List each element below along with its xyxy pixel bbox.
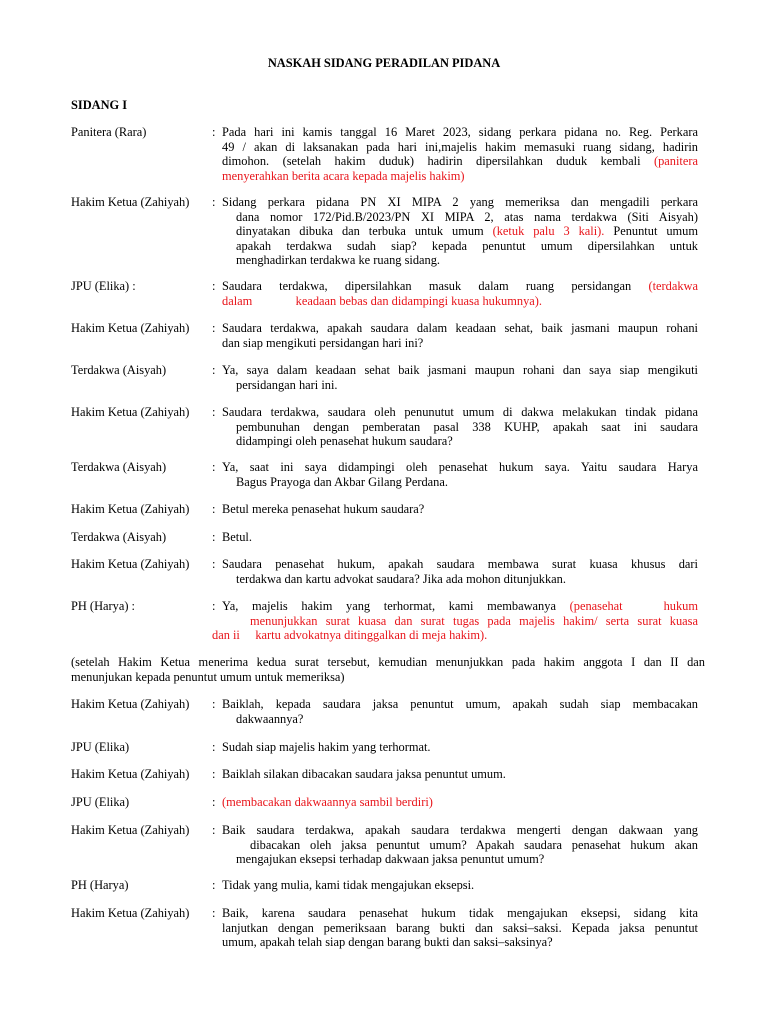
dialogue-line-text: Betul mereka penasehat hukum saudara? (222, 502, 425, 516)
speaker-colon: : (212, 740, 216, 754)
dialogue-line-text: Ya, saya dalam keadaan sehat baik jasmani maupun rohani dan saya siap mengikuti (222, 363, 698, 377)
dialogue-line (222, 169, 698, 184)
speaker-name: PH (Harya) (71, 878, 129, 892)
dialogue-line-text: Ya, majelis hakim yang terhormat, kami membawanya (222, 599, 556, 613)
dialogue-text (222, 460, 698, 489)
dialogue-line (212, 628, 698, 643)
dialogue-line-text: persidangan hari ini. (236, 377, 338, 392)
stage-direction: (ketuk palu 3 kali). (492, 224, 605, 239)
dialogue-text (222, 697, 698, 726)
dialogue-text (222, 557, 698, 586)
speaker-colon: : (212, 878, 216, 892)
dialogue-text (222, 279, 698, 308)
speaker-name: Hakim Ketua (Zahiyah) (71, 823, 190, 837)
dialogue-text (222, 823, 698, 867)
document-title: NASKAH SIDANG PERADILAN PIDANA (267, 56, 501, 70)
dialogue-line-text: dan siap mengikuti persidangan hari ini? (222, 335, 424, 350)
dialogue-line (222, 740, 698, 755)
dialogue-line (222, 140, 698, 155)
dialogue-line-text: Penuntut umum (613, 224, 698, 239)
speaker-name: Terdakwa (Aisyah) (71, 530, 167, 544)
dialogue-line (222, 599, 698, 614)
stage-direction: menyerahkan berita acara kepada majelis hakim) (222, 168, 465, 183)
dialogue-line (222, 697, 698, 712)
stage-direction: (panitera (653, 154, 698, 169)
speaker-name: JPU (Elika) : (71, 279, 136, 293)
dialogue-text (222, 767, 698, 782)
dialogue-text (222, 125, 698, 183)
dialogue-line (222, 935, 698, 950)
dialogue-line (222, 530, 698, 545)
dialogue-line (222, 852, 698, 867)
stage-direction: dan ii kartu advokatnya ditinggalkan di meja hakim). (212, 628, 488, 643)
dialogue-line (222, 502, 698, 517)
speaker-colon: : (212, 502, 216, 516)
dialogue-line-text: mengajukan eksepsi terhadap dakwaan jaksa penuntut umum? (236, 852, 545, 867)
dialogue-text (222, 195, 698, 268)
dialogue-line (222, 125, 698, 140)
stage-direction: (terdakwa (648, 279, 698, 293)
dialogue-line-text: pembunuhan dengan pemberatan pasal 338 KUHP, apakah saat ini saudara (236, 419, 698, 434)
stage-direction: (membacakan dakwaannya sambil berdiri) (222, 795, 433, 809)
dialogue-line-text: Bagus Prayoga dan Akbar Gilang Perdana. (236, 474, 448, 489)
dialogue-line-text: Saudara terdakwa, dipersilahkan masuk dalam ruang persidangan (222, 279, 632, 293)
dialogue-line-text: apakah terdakwa sudah siap? kepada penuntut umum dipersilahkan untuk (236, 238, 698, 253)
speaker-name: Hakim Ketua (Zahiyah) (71, 906, 190, 920)
speaker-name: Hakim Ketua (Zahiyah) (71, 195, 190, 209)
speaker-name: PH (Harya) : (71, 599, 135, 613)
speaker-name: Hakim Ketua (Zahiyah) (71, 405, 190, 419)
dialogue-line (222, 253, 698, 268)
speaker-name: Hakim Ketua (Zahiyah) (71, 321, 190, 335)
note-line: menunjukan kepada penuntut umum untuk memeriksa) (71, 669, 345, 684)
speaker-name: Hakim Ketua (Zahiyah) (71, 557, 190, 571)
speaker-colon: : (212, 557, 216, 571)
dialogue-line-text: Tidak yang mulia, kami tidak mengajukan eksepsi. (222, 878, 475, 892)
dialogue-line-text: lanjutkan dengan pemeriksaan barang bukti dan saksi–saksi. Kepada jaksa penuntut (222, 920, 698, 935)
dialogue-line (222, 224, 698, 239)
dialogue-line (222, 154, 698, 169)
dialogue-line-text: dinyatakan dibuka dan terbuka untuk umum (236, 224, 484, 239)
dialogue-text (222, 363, 698, 392)
dialogue-line (222, 557, 698, 572)
dialogue-text (222, 740, 698, 755)
speaker-colon: : (212, 195, 216, 209)
dialogue-line-text: 49 / akan di laksanakan pada hari ini,majelis hakim memasuki ruang sidang, hadirin (222, 139, 698, 154)
dialogue-line-text: Ya, saat ini saya didampingi oleh penasehat hukum saya. Yaitu saudara Harya (222, 460, 698, 474)
dialogue-line-text: Saudara penasehat hukum, apakah saudara membawa surat kuasa khusus dari (222, 557, 698, 571)
dialogue-line-text: Saudara terdakwa, apakah saudara dalam keadaan sehat, baik jasmani maupun rohani (222, 321, 698, 335)
dialogue-line (222, 195, 698, 210)
dialogue-line-text: dibacakan oleh jaksa penuntut umum? Apakah saudara penasehat hukum akan (250, 837, 698, 852)
speaker-name: JPU (Elika) (71, 740, 130, 754)
speaker-colon: : (212, 795, 216, 809)
speaker-colon: : (212, 767, 216, 781)
dialogue-line-text: Sudah siap majelis hakim yang terhormat. (222, 740, 431, 754)
speaker-name: Hakim Ketua (Zahiyah) (71, 502, 190, 516)
dialogue-text (222, 530, 698, 545)
dialogue-line (222, 460, 698, 475)
stage-direction: dalam keadaan bebas dan didampingi kuasa hukumnya). (222, 293, 543, 308)
dialogue-line-text: menghadirkan terdakwa ke ruang sidang. (236, 253, 441, 268)
note-line: (setelah Hakim Ketua menerima kedua surat tersebut, kemudian menunjukkan pada hakim anggota I dan II dan (71, 655, 705, 669)
speaker-name: Hakim Ketua (Zahiyah) (71, 767, 190, 781)
dialogue-line-text: dakwaannya? (236, 711, 304, 726)
dialogue-line-text: umum, apakah telah siap dengan barang bukti dan saksi–saksinya? (222, 935, 553, 950)
dialogue-line-text: dimohon. (setelah hakim duduk) hadirin dipersilahkan duduk kembali (222, 154, 641, 169)
dialogue-line-text: terdakwa dan kartu advokat saudara? Jika ada mohon ditunjukkan. (236, 571, 566, 586)
dialogue-line (222, 795, 698, 810)
speaker-colon: : (212, 530, 216, 544)
dialogue-line-text: Sidang perkara pidana PN XI MIPA 2 yang memeriksa dan mengadili perkara (222, 195, 698, 209)
dialogue-line (222, 321, 698, 336)
dialogue-line (222, 906, 698, 921)
dialogue-line-text: Saudara terdakwa, saudara oleh penunutut umum di dakwa melakukan tindak pidana (222, 405, 698, 419)
dialogue-text (222, 321, 698, 350)
dialogue-line (222, 572, 698, 587)
dialogue-line (222, 294, 698, 309)
dialogue-line (222, 210, 698, 225)
dialogue-line (222, 823, 698, 838)
dialogue-line (222, 420, 698, 435)
dialogue-text (222, 795, 698, 810)
dialogue-line (222, 878, 698, 893)
dialogue-line-text: dana nomor 172/Pid.B/2023/PN XI MIPA 2, atas nama terdakwa (Siti Aisyah) (236, 209, 698, 224)
dialogue-line-text: Baik saudara terdakwa, apakah saudara terdakwa mengerti dengan dakwaan yang (222, 823, 698, 837)
stage-direction: (penasehat hukum (569, 599, 698, 613)
dialogue-text (222, 878, 698, 893)
dialogue-line (222, 363, 698, 378)
dialogue-text (222, 405, 698, 449)
dialogue-line-text: Baiklah silakan dibacakan saudara jaksa penuntut umum. (222, 767, 506, 781)
dialogue-line (222, 434, 698, 449)
dialogue-line-text: didampingi oleh penasehat hukum saudara? (236, 434, 453, 449)
speaker-colon: : (212, 363, 216, 377)
dialogue-text (212, 599, 698, 643)
speaker-name: Hakim Ketua (Zahiyah) (71, 697, 190, 711)
speaker-name: Panitera (Rara) (71, 125, 147, 139)
speaker-colon: : (212, 460, 216, 474)
dialogue-line (222, 712, 698, 727)
dialogue-line (222, 838, 698, 853)
dialogue-line (222, 614, 698, 629)
dialogue-line (222, 475, 698, 490)
dialogue-line-text: Baiklah, kepada saudara jaksa penuntut umum, apakah sudah siap membacakan (222, 697, 698, 711)
stage-note (71, 655, 705, 684)
speaker-colon: : (212, 125, 216, 139)
dialogue-line (222, 279, 698, 294)
dialogue-line (222, 336, 698, 351)
speaker-name: Terdakwa (Aisyah) (71, 460, 167, 474)
speaker-name: JPU (Elika) (71, 795, 130, 809)
stage-direction: menunjukkan surat kuasa dan surat tugas pada majelis hakim/ serta surat kuasa (250, 613, 698, 628)
speaker-colon: : (212, 599, 216, 613)
dialogue-line (222, 767, 698, 782)
speaker-colon: : (212, 697, 216, 711)
dialogue-text (222, 906, 698, 950)
speaker-colon: : (212, 321, 216, 335)
dialogue-line (222, 239, 698, 254)
section-heading: SIDANG I (71, 98, 128, 112)
dialogue-line (222, 405, 698, 420)
speaker-colon: : (212, 906, 216, 920)
dialogue-line (222, 921, 698, 936)
speaker-colon: : (212, 823, 216, 837)
speaker-colon: : (212, 405, 216, 419)
speaker-name: Terdakwa (Aisyah) (71, 363, 167, 377)
dialogue-line (222, 378, 698, 393)
dialogue-text (222, 502, 698, 517)
dialogue-line-text: Betul. (222, 530, 252, 544)
speaker-colon: : (212, 279, 216, 293)
dialogue-line-text: Pada hari ini kamis tanggal 16 Maret 2023, sidang perkara pidana no. Reg. Perkara (222, 125, 698, 139)
dialogue-line-text: Baik, karena saudara penasehat hukum tidak mengajukan eksepsi, sidang kita (222, 906, 698, 920)
